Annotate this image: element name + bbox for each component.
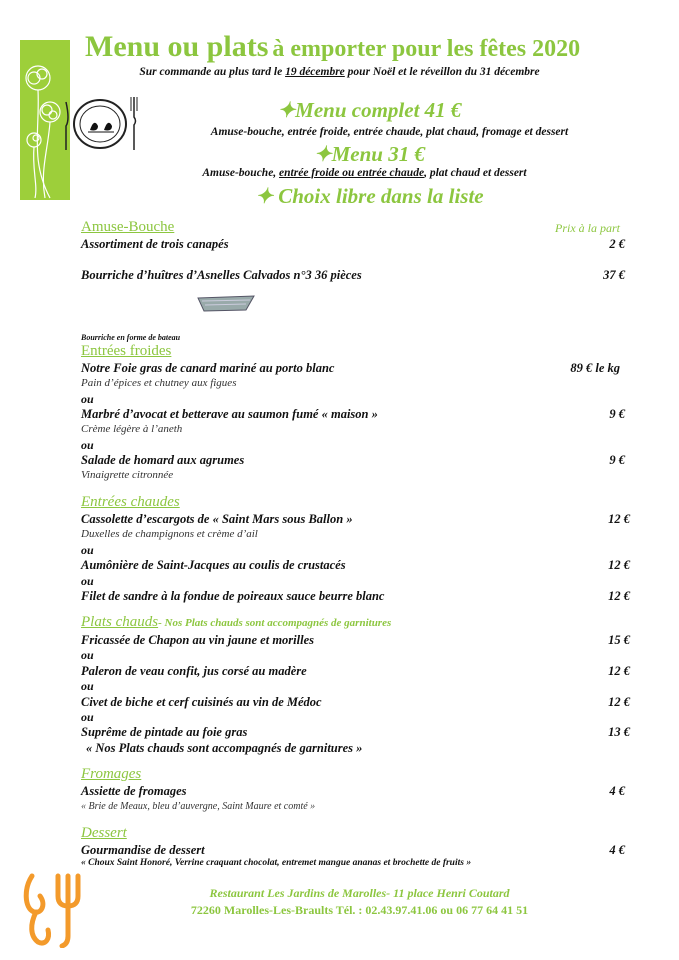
boat-basket-image xyxy=(196,292,256,318)
item-price: 15 € xyxy=(608,633,630,647)
item-name: Assortiment de trois canapés xyxy=(81,237,229,251)
item-name: Suprême de pintade au foie gras xyxy=(81,725,248,739)
item-name: Notre Foie gras de canard mariné au porto blanc xyxy=(81,361,335,375)
item-name: Assiette de fromages xyxy=(81,784,187,798)
offer-choix-libre: ✦ Choix libre dans la liste xyxy=(255,184,484,208)
item-note: Vinaigrette citronnée xyxy=(81,469,174,481)
item-price: 89 € le kg xyxy=(570,361,620,375)
ou-separator: ou xyxy=(81,543,94,557)
ou-separator: ou xyxy=(81,574,94,588)
item-price: 12 € xyxy=(608,558,630,572)
item-note: « Brie de Meaux, bleu d’auvergne, Saint Maure et comté » xyxy=(81,801,316,812)
item-price: 9 € xyxy=(609,453,625,467)
item-price: 12 € xyxy=(608,664,630,678)
ou-separator: ou xyxy=(81,679,94,693)
item-name: Cassolette d’escargots de « Saint Mars sous Ballon » xyxy=(81,512,353,526)
item-price: 9 € xyxy=(609,407,625,421)
section-plats-chauds: Plats chauds- Nos Plats chauds sont accompagnés de garnitures xyxy=(81,614,392,630)
item-name: Fricassée de Chapon au vin jaune et morilles xyxy=(81,633,315,647)
plats-footnote: « Nos Plats chauds sont accompagnés de garnitures » xyxy=(86,741,363,755)
item-note: « Choux Saint Honoré, Verrine craquant chocolat, entremet mangue ananas et brochette de fruits » xyxy=(81,858,472,868)
item-price: 4 € xyxy=(609,843,625,857)
price-column-header: Prix à la part xyxy=(555,221,620,235)
item-name: Civet de biche et cerf cuisinés au vin de Médoc xyxy=(81,695,322,709)
item-name: Gourmandise de dessert xyxy=(81,843,205,857)
ou-separator: ou xyxy=(81,392,94,406)
item-price: 37 € xyxy=(603,268,625,282)
section-amuse-bouche: Amuse-Bouche xyxy=(81,219,175,235)
restaurant-logo xyxy=(20,868,88,952)
section-entrees-froides: Entrées froides xyxy=(81,343,172,359)
item-note: Pain d’épices et chutney aux figues xyxy=(81,377,237,389)
item-price: 12 € xyxy=(608,589,630,603)
item-price: 4 € xyxy=(609,784,625,798)
section-entrees-chaudes: Entrées chaudes xyxy=(81,494,180,510)
section-dessert: Dessert xyxy=(81,825,127,841)
item-price: 13 € xyxy=(608,725,630,739)
order-deadline: Sur commande au plus tard le 19 décembre pour Noël et le réveillon du 31 décembre xyxy=(139,66,540,78)
footer-address: Restaurant Les Jardins de Marolles- 11 place Henri Coutard xyxy=(209,886,510,900)
offer-menu-complet: ✦Menu complet 41 € xyxy=(277,98,462,122)
footer-contact: 72260 Marolles-Les-Braults Tél. : 02.43.97.41.06 ou 06 77 64 41 51 xyxy=(190,903,529,917)
item-note: Duxelles de champignons et crème d’ail xyxy=(81,528,258,540)
image-caption: Bourriche en forme de bateau xyxy=(81,333,181,342)
ou-separator: ou xyxy=(81,648,94,662)
offer-menu-31-desc: Amuse-bouche, entrée froide ou entrée chaude, plat chaud et dessert xyxy=(202,167,527,179)
item-note: Crème légère à l’aneth xyxy=(81,423,183,435)
section-fromages: Fromages xyxy=(81,766,142,782)
item-name: Salade de homard aux agrumes xyxy=(81,453,245,467)
item-name: Filet de sandre à la fondue de poireaux sauce beurre blanc xyxy=(81,589,385,603)
item-price: 2 € xyxy=(609,237,625,251)
item-name: Bourriche d’huîtres d’Asnelles Calvados n°3 36 pièces xyxy=(81,268,362,282)
item-name: Aumônière de Saint-Jacques au coulis de crustacés xyxy=(81,558,346,572)
item-price: 12 € xyxy=(608,512,630,526)
offer-menu-complet-desc: Amuse-bouche, entrée froide, entrée chaude, plat chaud, fromage et dessert xyxy=(210,126,569,138)
item-name: Paleron de veau confit, jus corsé au madère xyxy=(81,664,307,678)
ou-separator: ou xyxy=(81,438,94,452)
item-price: 12 € xyxy=(608,695,630,709)
item-name: Marbré d’avocat et betterave au saumon fumé « maison » xyxy=(81,407,378,421)
page-title: Menu ou plats à emporter pour les fêtes 2020 xyxy=(85,30,581,63)
ou-separator: ou xyxy=(81,710,94,724)
offer-menu-31: ✦Menu 31 € xyxy=(314,142,425,166)
